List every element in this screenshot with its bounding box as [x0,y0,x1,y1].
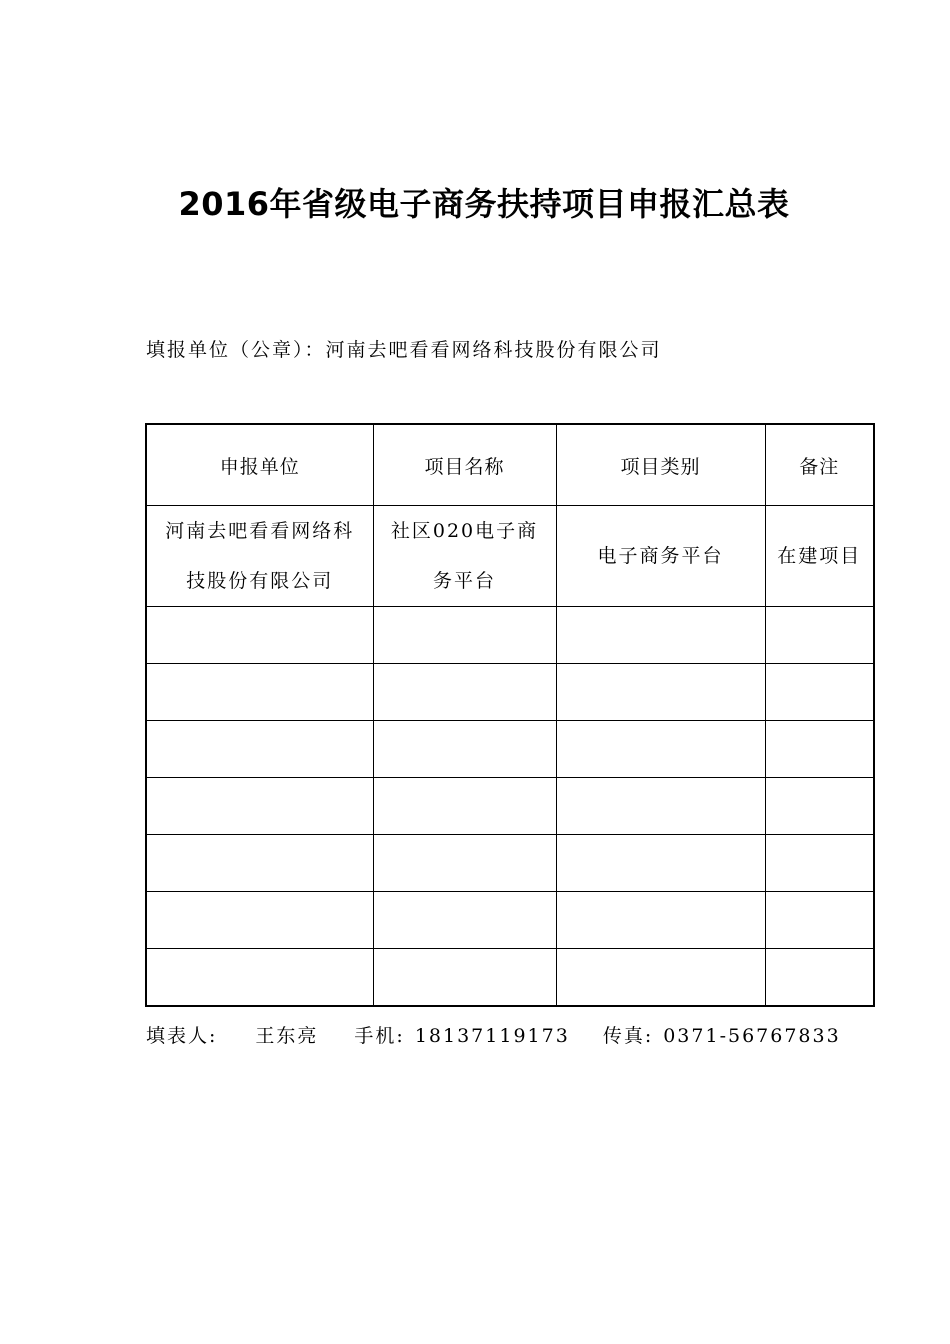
blank-cell [765,949,874,1007]
blank-cell [146,607,373,664]
blank-cell [765,892,874,949]
document-title: 2016年省级电子商务扶持项目申报汇总表 [178,185,790,223]
table-row-blank [146,721,874,778]
cell-remark: 在建项目 [765,506,874,607]
table-row-blank [146,892,874,949]
header-remark: 备注 [765,424,874,506]
table-header-row [146,424,874,506]
reporting-unit-label: 填报单位（公章）： [146,339,326,361]
reporting-unit-line [146,336,662,364]
blank-cell [146,778,373,835]
table-row-blank [146,835,874,892]
blank-cell [556,949,765,1007]
table-row-blank [146,607,874,664]
blank-cell [373,664,556,721]
cell-project-name [373,506,556,607]
table-row-blank [146,949,874,1007]
blank-cell [556,607,765,664]
blank-cell [556,721,765,778]
blank-cell [146,835,373,892]
blank-cell [373,949,556,1007]
cell-project-name-line2: 务平台 [432,570,496,592]
table-row-blank [146,664,874,721]
blank-cell [765,607,874,664]
phone-label: 手机: [354,1025,405,1047]
blank-cell [146,664,373,721]
blank-cell [146,892,373,949]
footer-contact-line [146,1022,841,1050]
cell-project-name-line1: 社区020电子商 [390,520,539,542]
header-project-name: 项目名称 [373,424,556,506]
blank-cell [373,892,556,949]
blank-cell [146,949,373,1007]
header-applicant-unit: 申报单位 [146,424,373,506]
cell-applicant-unit [146,506,373,607]
summary-table [145,423,875,1007]
fax-value: 0371-56767833 [663,1025,841,1047]
blank-cell [556,664,765,721]
filler-label: 填表人: [146,1025,218,1047]
blank-cell [556,778,765,835]
cell-project-category: 电子商务平台 [556,506,765,607]
blank-cell [765,664,874,721]
table-row [146,506,874,607]
reporting-unit-value: 河南去吧看看网络科技股份有限公司 [325,339,662,361]
blank-cell [556,835,765,892]
table-row-blank [146,778,874,835]
cell-applicant-unit-line2: 技股份有限公司 [186,570,334,592]
blank-cell [373,721,556,778]
blank-cell [373,778,556,835]
blank-cell [373,607,556,664]
blank-cell [556,892,765,949]
blank-cell [373,835,556,892]
cell-applicant-unit-line1: 河南去吧看看网络科 [165,520,355,542]
fax-label: 传真: [602,1025,654,1047]
filler-name: 王东亮 [255,1025,319,1047]
phone-value: 18137119173 [414,1025,570,1047]
header-project-category: 项目类别 [556,424,765,506]
blank-cell [765,835,874,892]
blank-cell [765,721,874,778]
blank-cell [765,778,874,835]
blank-cell [146,721,373,778]
